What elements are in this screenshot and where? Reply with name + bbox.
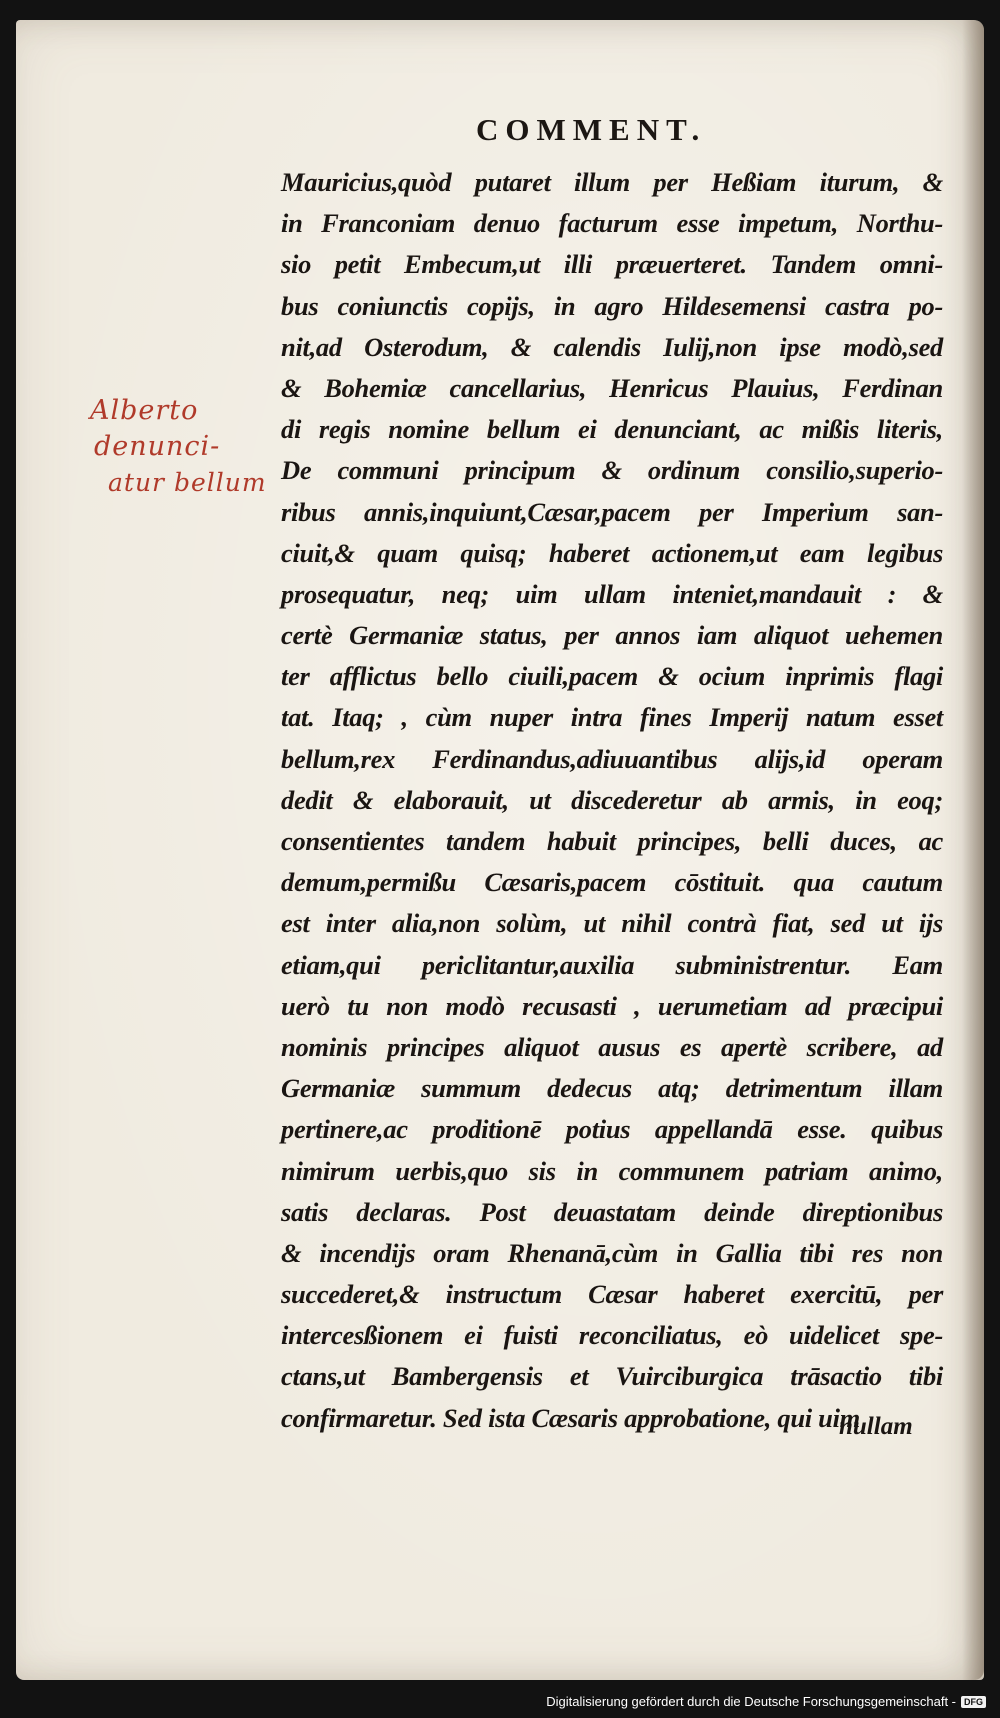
text-line: prosequatur, neq; uim ullam inteniet,mandauit : &: [281, 578, 943, 609]
text-line: consentientes tandem habuit principes, belli duces, ac: [281, 826, 943, 856]
page-edge-shadow: [962, 20, 984, 1680]
marginal-note-line: atur bellum: [108, 468, 267, 497]
text-line: ter afflictus bello ciuili,pacem & ocium inprimis flagi: [281, 661, 943, 692]
dfg-logo: DFG: [961, 1696, 986, 1708]
text-line: confirmaretur. Sed ista Cæsaris approbatione, qui uim: [281, 1402, 860, 1433]
catchword: nullam: [839, 1413, 913, 1440]
text-line: Mauricius,quòd putaret illum per Heßiam iturum, &: [281, 167, 943, 197]
credit-text: Digitalisierung gefördert durch die Deutsche Forschungsgemeinschaft -: [546, 1694, 956, 1709]
text-line: & incendijs oram Rhenanā,cùm in Gallia tibi res non: [281, 1237, 943, 1268]
text-line: intercesßionem ei fuisti reconciliatus, eò uidelicet spe-: [281, 1320, 943, 1351]
text-line: & Bohemiæ cancellarius, Henricus Plauius, Ferdinan: [281, 372, 943, 403]
book-page: [16, 20, 984, 1680]
text-line: tat. Itaq; , cùm nuper intra fines Imperij natum esset: [281, 702, 943, 733]
text-line: bellum,rex Ferdinandus,adiuuantibus alijs,id operam: [281, 743, 943, 774]
text-line: bus coniunctis copijs, in agro Hildesemensi castra po-: [281, 290, 943, 321]
text-line: nominis principes aliquot ausus es apertè scribere, ad: [281, 1031, 943, 1062]
text-line: De communi principum & ordinum consilio,superio-: [281, 455, 943, 486]
text-line: sio petit Embecum,ut illi præuerteret. Tandem omni-: [281, 249, 943, 280]
text-line: est inter alia,non solùm, ut nihil contrà fiat, sed ut ijs: [281, 908, 943, 939]
text-line: satis declaras. Post deuastatam deinde direptionibus: [281, 1196, 943, 1227]
text-line: ribus annis,inquiunt,Cæsar,pacem per Imperium san-: [281, 496, 943, 527]
text-line: Germaniæ summum dedecus atq; detrimentum illam: [281, 1073, 943, 1104]
text-line: in Franconiam denuo facturum esse impetum, Northu-: [281, 208, 943, 239]
text-line: uerò tu non modò recusasti , uerumetiam ad præcipui: [281, 990, 943, 1021]
text-line: certè Germaniæ status, per annos iam aliquot uehemen: [281, 620, 943, 651]
text-line: ctans,ut Bambergensis et Vuirciburgica trāsactio tibi: [281, 1361, 943, 1392]
text-line: dedit & elaborauit, ut discederetur ab armis, in eoq;: [281, 784, 943, 815]
marginal-note-line: denunci-: [94, 431, 221, 462]
text-line: nimirum uerbis,quo sis in communem patriam animo,: [281, 1155, 943, 1186]
text-line: nit,ad Osterodum, & calendis Iulij,non ipse modò,sed: [281, 331, 943, 362]
text-line: ciuit,& quam quisq; haberet actionem,ut eam legibus: [281, 537, 943, 568]
text-line: succederet,& instructum Cæsar haberet exercitū, per: [281, 1279, 943, 1310]
digitization-credit: [546, 1694, 986, 1709]
text-line: di regis nomine bellum ei denunciant, ac mißis literis,: [281, 414, 943, 445]
marginal-note: [90, 393, 290, 501]
running-head: COMMENT.: [476, 112, 707, 147]
text-line: pertinere,ac proditionē potius appellandā esse. quibus: [281, 1114, 943, 1145]
marginal-note-line: Alberto: [90, 395, 199, 426]
text-line: etiam,qui periclitantur,auxilia subministrentur. Eam: [281, 949, 943, 980]
body-text: [281, 162, 943, 1439]
text-line: demum,permißu Cæsaris,pacem cōstituit. qua cautum: [281, 867, 943, 898]
